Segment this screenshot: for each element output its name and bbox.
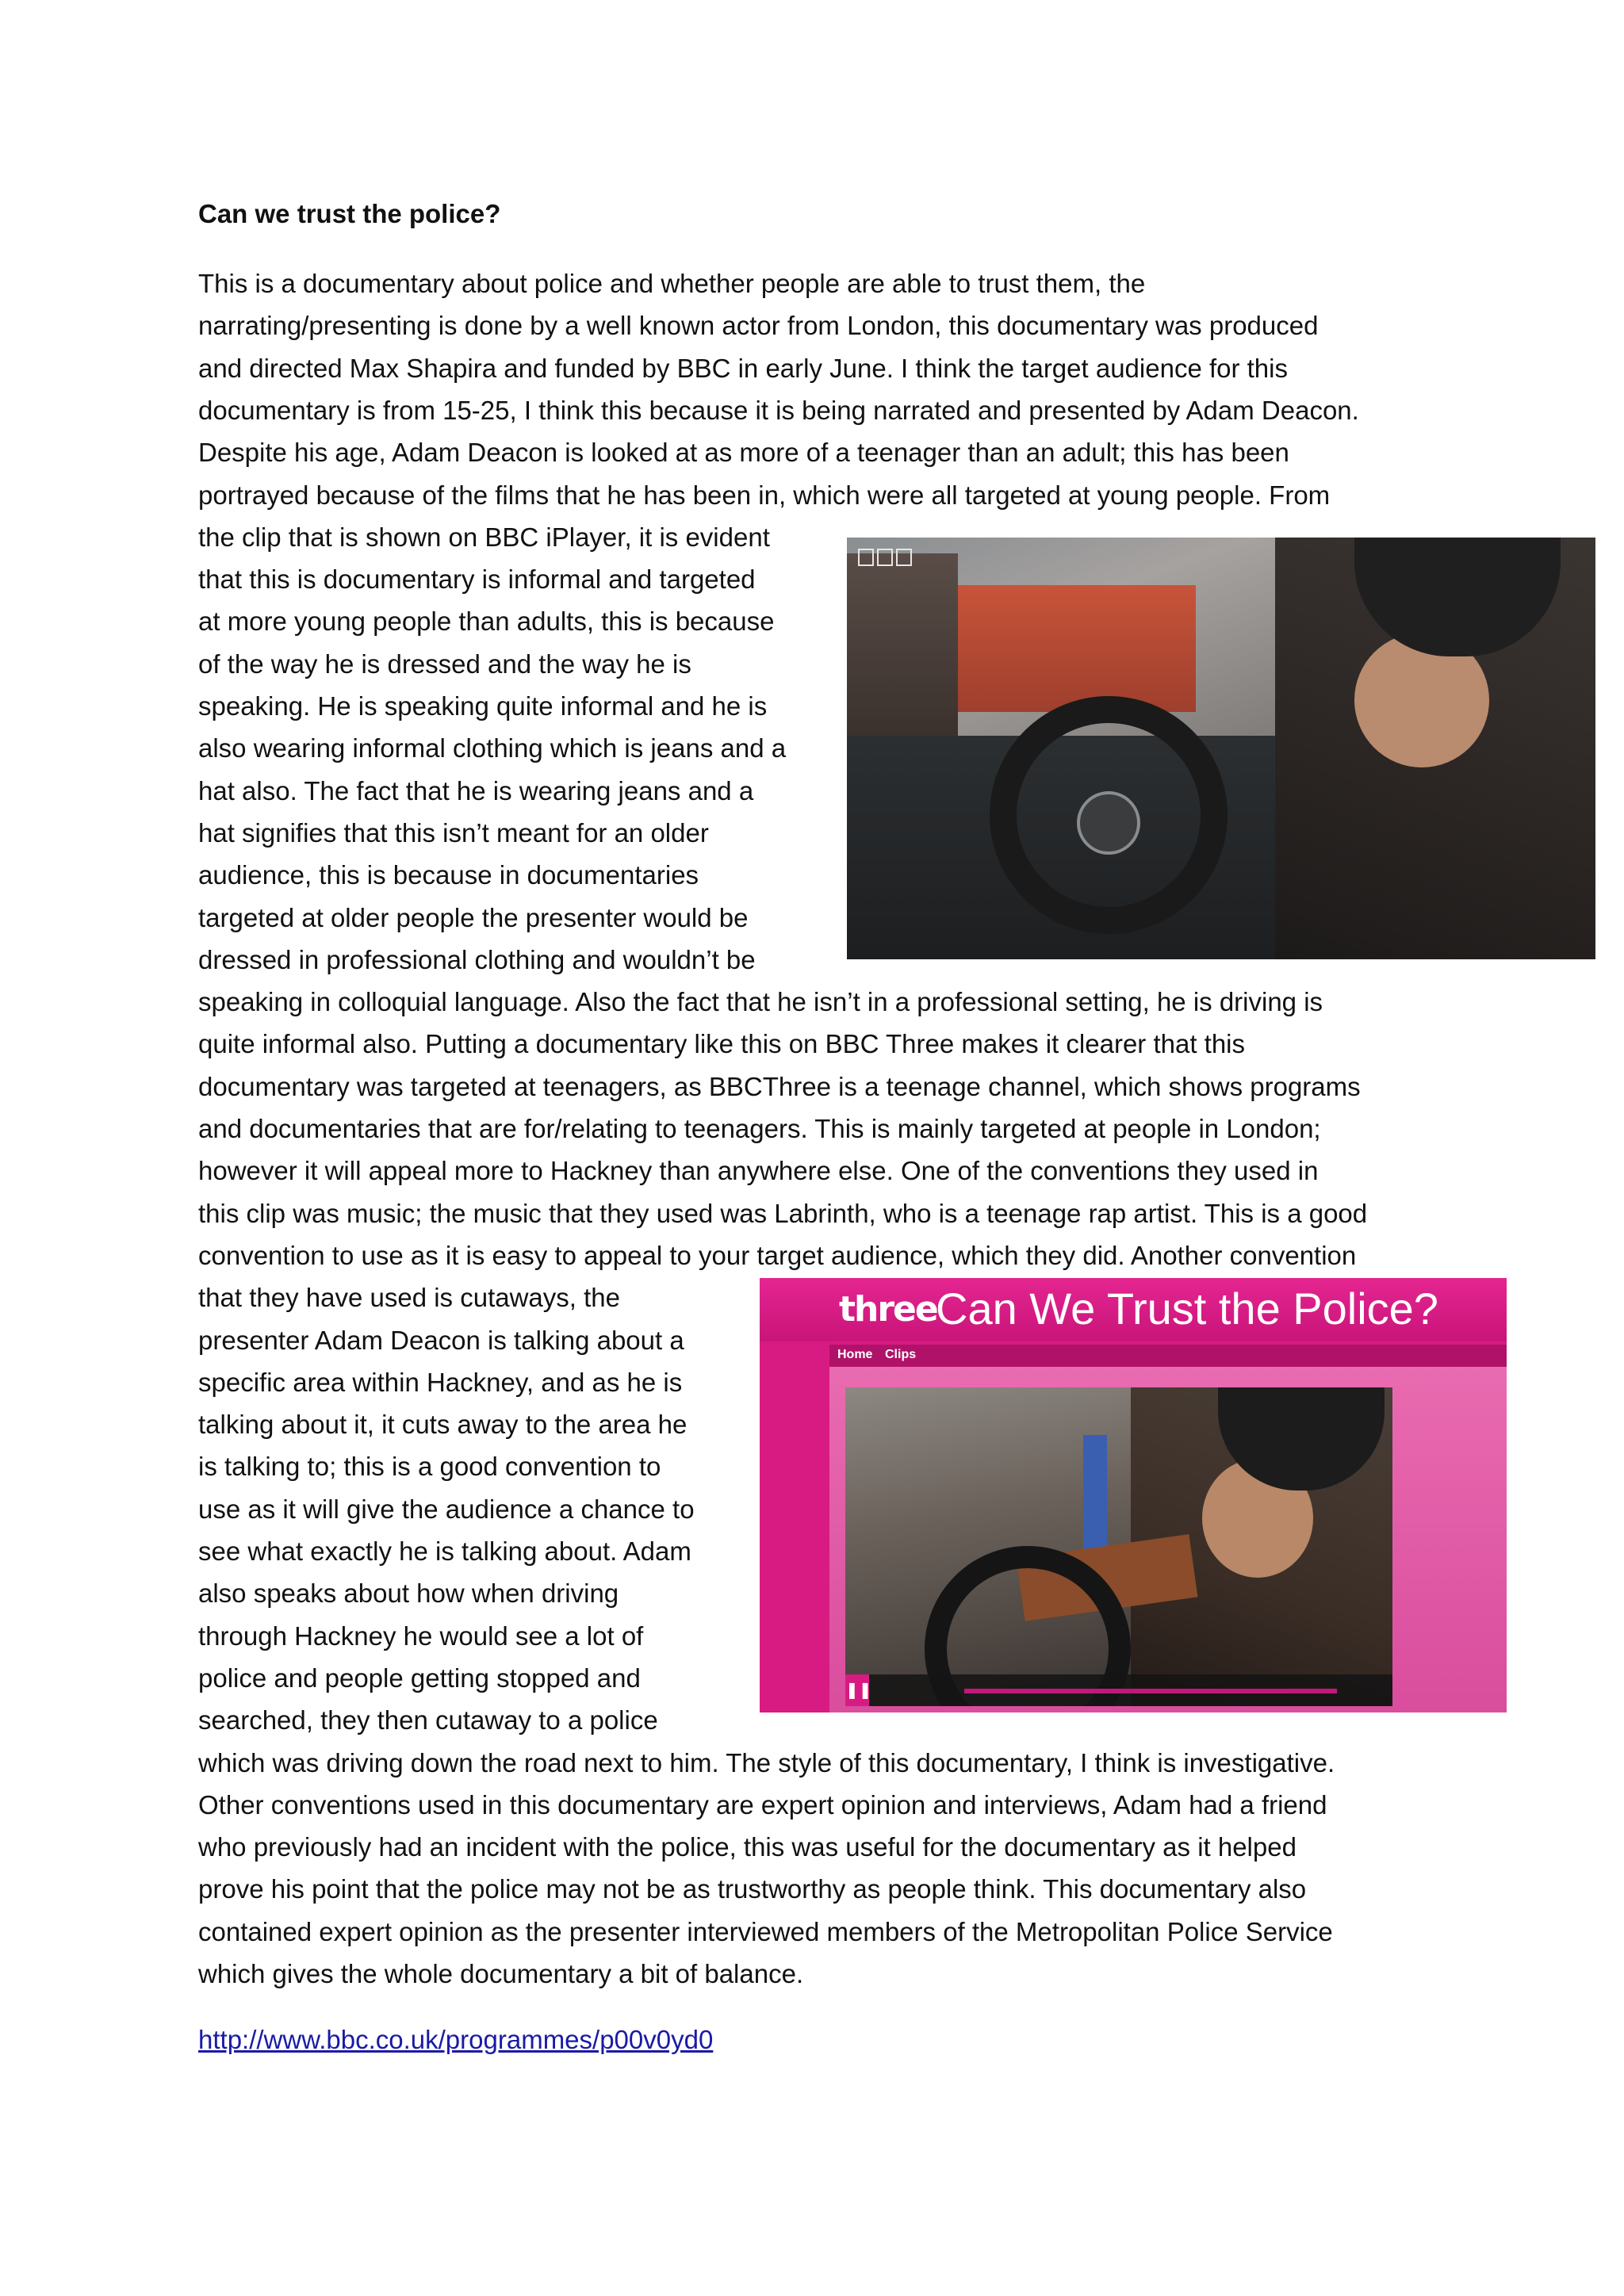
body-line: prove his point that the police may not be as trustworthy as people think. This documentary also (198, 1874, 1307, 1904)
body-line: which gives the whole documentary a bit of balance. (198, 1959, 804, 1988)
body-line: police and people getting stopped and (198, 1663, 641, 1693)
body-line: speaking in colloquial language. Also the fact that he isn’t in a professional setting, he is driving is (198, 987, 1323, 1017)
player-video-frame (845, 1387, 1392, 1706)
body-line: Despite his age, Adam Deacon is looked at as more of a teenager than an adult; this has been (198, 438, 1289, 468)
body-line: talking about it, it cuts away to the area he (198, 1410, 688, 1440)
body-line: targeted at older people the presenter would be (198, 902, 749, 932)
body-line: contained expert opinion as the presenter interviewed members of the Metropolitan Police Service (198, 1916, 1333, 1946)
body-line: convention to use as it is easy to appeal to your target audience, which they did. Another convention (198, 1240, 1357, 1270)
body-line: documentary was targeted at teenagers, as BBCThree is a teenage channel, which shows programs (198, 1071, 1361, 1101)
body-line: also wearing informal clothing which is jeans and a (198, 733, 787, 763)
body-line: through Hackney he would see a lot of (198, 1621, 644, 1651)
player-nav-home: Home (837, 1348, 873, 1361)
player-nav (829, 1345, 1507, 1367)
body-line: is talking to; this is a good convention to (198, 1452, 661, 1482)
body-line: quite informal also. Putting a documentary like this on BBC Three makes it clearer that this (198, 1029, 1246, 1059)
bbc-logo-icon (858, 549, 912, 566)
player-controls (845, 1674, 1392, 1706)
body-line: also speaks about how when driving (198, 1578, 619, 1609)
programme-link[interactable]: http://www.bbc.co.uk/programmes/p00v0yd0 (198, 2025, 714, 2054)
pause-icon: ❚❚ (845, 1674, 869, 1706)
body-line: which was driving down the road next to him. The style of this documentary, I think is investigative. (198, 1747, 1335, 1777)
body-line: see what exactly he is talking about. Adam (198, 1536, 691, 1566)
body-line: documentary is from 15-25, I think this because it is being narrated and presented by Adam Deacon. (198, 395, 1359, 425)
body-line: who previously had an incident with the police, this was useful for the documentary as it helped (198, 1832, 1297, 1862)
body-line: hat also. The fact that he is wearing jeans and a (198, 775, 754, 806)
body-line: portrayed because of the films that he has been in, which were all targeted at young people. From (198, 480, 1331, 510)
bbc-three-player-screenshot (760, 1278, 1507, 1712)
body-line: and documentaries that are for/relating to teenagers. This is mainly targeted at people in London; (198, 1114, 1321, 1143)
body-line: narrating/presenting is done by a well known actor from London, this documentary was produced (198, 311, 1319, 341)
body-line: dressed in professional clothing and wouldn’t be (198, 944, 756, 974)
body-line: that they have used is cutaways, the (198, 1283, 620, 1313)
body-line: at more young people than adults, this is because (198, 607, 775, 637)
body-line: specific area within Hackney, and as he is (198, 1367, 683, 1397)
body-line: that this is documentary is informal and targeted (198, 564, 756, 595)
body-line: however it will appeal more to Hackney than anywhere else. One of the conventions they used in (198, 1156, 1319, 1186)
in-car-photo (847, 538, 1595, 959)
body-line: audience, this is because in documentaries (198, 860, 699, 890)
body-line: this clip was music; the music that they used was Labrinth, who is a teenage rap artist. This is a good (198, 1198, 1368, 1228)
body-line: the clip that is shown on BBC iPlayer, it is evident (198, 522, 770, 552)
body-line: hat signifies that this isn’t meant for an older (198, 817, 709, 848)
body-line: of the way he is dressed and the way he is (198, 649, 691, 679)
document-title: Can we trust the police? (198, 199, 501, 228)
player-page-title: Can We Trust the Police? (936, 1284, 1438, 1334)
body-line: speaking. He is speaking quite informal and he is (198, 691, 768, 721)
player-nav-clips: Clips (885, 1348, 917, 1361)
body-line: use as it will give the audience a chance to (198, 1494, 695, 1524)
body-line: Other conventions used in this documentary are expert opinion and interviews, Adam had a friend (198, 1789, 1327, 1820)
body-line: presenter Adam Deacon is talking about a (198, 1325, 684, 1355)
bbc-three-logo: three (839, 1289, 937, 1330)
body-line: searched, they then cutaway to a police (198, 1705, 658, 1735)
body-line: and directed Max Shapira and funded by BBC in early June. I think the target audience for this (198, 353, 1288, 383)
body-line: This is a documentary about police and whether people are able to trust them, the (198, 269, 1146, 298)
